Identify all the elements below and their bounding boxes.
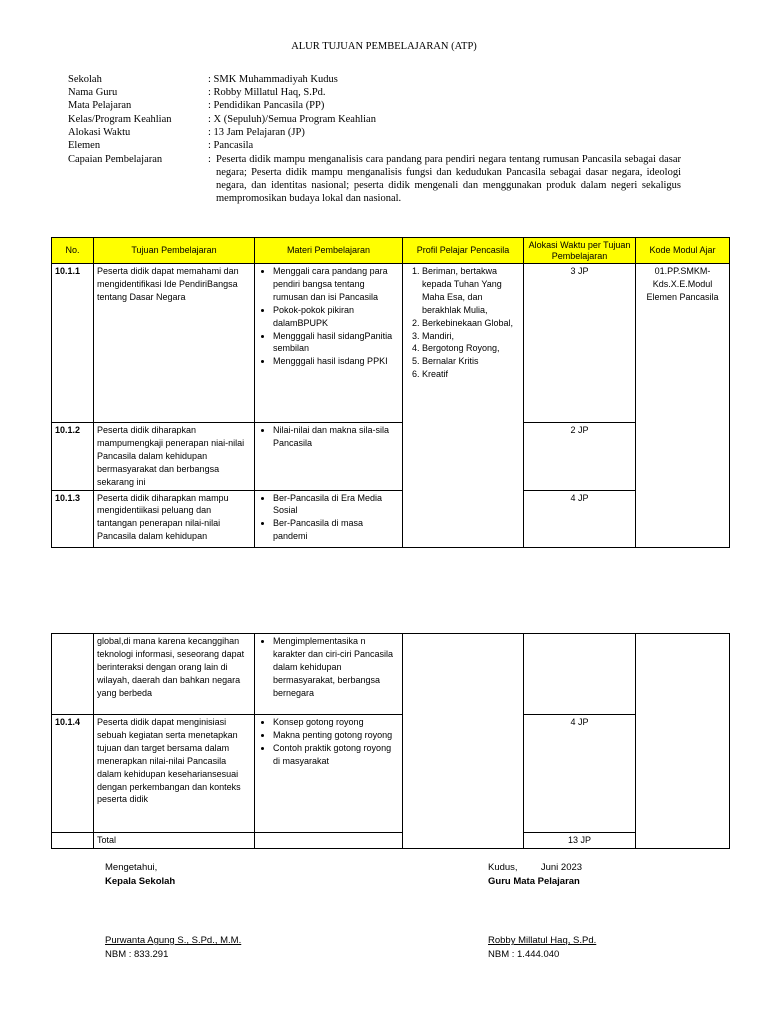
header-materi: Materi Pembelajaran — [255, 238, 403, 264]
profil-item: 3. Mandiri, — [422, 330, 520, 343]
total-materi — [255, 833, 403, 849]
profil-item: 2. Berkebinekaan Global, — [422, 317, 520, 330]
tujuan-cell: global,di mana karena kecanggihan teknologi informasi, seseorang dapat berinteraksi dengan orang lain di wilayah, daerah dan bahkan negara yang berbeda — [94, 634, 255, 715]
alokasi-cell: 2 JP — [524, 423, 636, 491]
materi-cell — [255, 490, 403, 547]
place-date — [488, 861, 582, 875]
alokasi-cell: 4 JP — [524, 715, 636, 833]
materi-item: • Mengggali hasil isdang PPKI — [273, 355, 399, 368]
table-row — [52, 490, 730, 547]
meta-row-capaian — [68, 154, 681, 205]
place-text: Kudus, — [488, 862, 518, 873]
alokasi-cell — [524, 634, 636, 715]
kode-cell: 01.PP.SMKM-Kds.X.E.Modul Elemen Pancasila — [636, 264, 730, 548]
materi-item: • Contoh praktik gotong royong di masyarakat — [273, 742, 399, 768]
meta-colon: : — [208, 154, 211, 166]
profil-item: 6. Kreatif — [422, 368, 520, 381]
signature-right — [488, 861, 582, 889]
meta-label: Capaian Pembelajaran — [68, 154, 163, 166]
alokasi-cell: 4 JP — [524, 490, 636, 547]
guru-role: Guru Mata Pelajaran — [488, 876, 580, 887]
meta-row-kelas — [68, 113, 681, 126]
header-tujuan: Tujuan Pembelajaran — [94, 238, 255, 264]
capaian-text: Peserta didik mampu menganalisis cara pandang para pendiri negara tentang rumusan Pancasila sebagai dasar negara; Peserta didik mampu menganalisis fungsi dan kedudukan Pancasila sebagai dasar negara, ideologi negara, dan identitas nasional; peserta didik mengenali dan menggunakan produk dalam negeri sekaligus mempromosikan budaya lokal dan nasional. — [216, 154, 681, 204]
materi-item: • Makna penting gotong royong — [273, 729, 399, 742]
tujuan-cell: Peserta didik dapat menginisiasi sebuah kegiatan serta menetapkan tujuan dan target bersama dalam menerapkan nilai-nilai Pancasila dalam kehidupan kesehariansesuai dengan perkembangan dan konteks peserta didik — [94, 715, 255, 833]
signature-left-name-block — [105, 934, 241, 962]
materi-item: • Mengggali hasil sidangPanitia sembilan — [273, 330, 399, 356]
meta-value: : Pancasila — [208, 139, 254, 151]
header-no: No. — [52, 238, 94, 264]
tujuan-cell: Peserta didik diharapkan mampu mengidentiikasi peluang dan tantangan penerapan nilai-nilai Pancasila dalam kehidupan — [94, 490, 255, 547]
row-number — [52, 634, 94, 715]
table-row — [52, 423, 730, 491]
materi-item: • Mengimplementasika n karakter dan ciri-ciri Pancasila dalam kehidupan bermasyarakat, berbangsa bernegara — [273, 635, 399, 700]
tujuan-cell: Peserta didik dapat memahami dan mengidentifikasi Ide PendiriBangsa tentang Dasar Negara — [94, 264, 255, 423]
materi-cell — [255, 423, 403, 491]
meta-label: Nama Guru — [68, 87, 118, 99]
table-header-row — [52, 238, 730, 264]
table-row — [52, 715, 730, 833]
materi-item: • Pokok-pokok pikiran dalamBPUPK — [273, 304, 399, 330]
materi-item: • Ber-Pancasila di Era Media Sosial — [273, 492, 399, 518]
signature-right-name-block — [488, 934, 596, 962]
mengetahui-text: Mengetahui, — [105, 862, 158, 873]
row-number: 10.1.4 — [52, 715, 94, 833]
meta-row-nama-guru — [68, 86, 681, 99]
meta-value: : 13 Jam Pelajaran (JP) — [208, 126, 305, 138]
materi-cell — [255, 634, 403, 715]
header-kode: Kode Modul Ajar — [636, 238, 730, 264]
guru-nbm: NBM : 1.444.040 — [488, 949, 560, 960]
meta-label: Alokasi Waktu — [68, 126, 131, 138]
total-label: Total — [94, 833, 255, 849]
table-total-row — [52, 833, 730, 849]
meta-value: : SMK Muhammadiyah Kudus — [208, 74, 338, 85]
atp-table — [51, 237, 730, 548]
header-alokasi: Alokasi Waktu per Tujuan Pembelajaran — [524, 238, 636, 264]
profil-item: 4. Bergotong Royong, — [422, 342, 520, 355]
meta-row-alokasi — [68, 126, 681, 139]
kode-cell — [636, 634, 730, 849]
materi-item: • Konsep gotong royong — [273, 716, 399, 729]
materi-cell — [255, 715, 403, 833]
kepala-sekolah-nbm: NBM : 833.291 — [105, 949, 169, 960]
signature-left — [105, 861, 175, 889]
meta-row-mata-pelajaran — [68, 99, 681, 112]
kepala-sekolah-role: Kepala Sekolah — [105, 876, 176, 887]
table-row — [52, 634, 730, 715]
materi-item: • Nilai-nilai dan makna sila-sila Pancasila — [273, 424, 399, 450]
alokasi-cell: 3 JP — [524, 264, 636, 423]
identity-block — [68, 73, 681, 205]
document-title: ALUR TUJUAN PEMBELAJARAN (ATP) — [291, 41, 477, 52]
table-row — [52, 264, 730, 423]
total-alokasi: 13 JP — [524, 833, 636, 849]
row-number: 10.1.1 — [52, 264, 94, 423]
total-number — [52, 833, 94, 849]
kepala-sekolah-name: Purwanta Agung S., S.Pd., M.M. — [105, 935, 242, 946]
profil-cell — [403, 634, 524, 849]
row-number: 10.1.3 — [52, 490, 94, 547]
meta-value: : Robby Millatul Haq, S.Pd. — [208, 87, 326, 99]
meta-label: Elemen — [68, 139, 101, 151]
profil-cell — [403, 264, 524, 548]
tujuan-cell: Peserta didik diharapkan mampumengkaji penerapan niai-nilai Pancasila dalam kehidupan bermasyarakat dan berbangsa sekarang ini — [94, 423, 255, 491]
materi-item: • Ber-Pancasila di masa pandemi — [273, 517, 399, 543]
materi-item: • Menggali cara pandang para pendiri bangsa tentang rumusan dan isi Pancasila — [273, 265, 399, 304]
meta-label: Kelas/Program Keahlian — [68, 113, 172, 125]
atp-table-continued — [51, 633, 730, 849]
header-profil: Profil Pelajar Pencasila — [403, 238, 524, 264]
meta-value: : X (Sepuluh)/Semua Program Keahlian — [208, 113, 376, 125]
meta-label: Sekolah — [68, 74, 102, 85]
date-text: Juni 2023 — [540, 862, 583, 873]
profil-item: 1. Beriman, bertakwa kepada Tuhan Yang Maha Esa, dan berakhlak Mulia, — [422, 265, 520, 317]
meta-row-sekolah — [68, 73, 681, 86]
profil-item: 5. Bernalar Kritis — [422, 355, 520, 368]
row-number: 10.1.2 — [52, 423, 94, 491]
guru-name: Robby Millatul Haq, S.Pd. — [488, 935, 597, 946]
meta-row-elemen — [68, 139, 681, 152]
meta-label: Mata Pelajaran — [68, 100, 132, 112]
meta-value: : Pendidikan Pancasila (PP) — [208, 100, 325, 112]
materi-cell — [255, 264, 403, 423]
